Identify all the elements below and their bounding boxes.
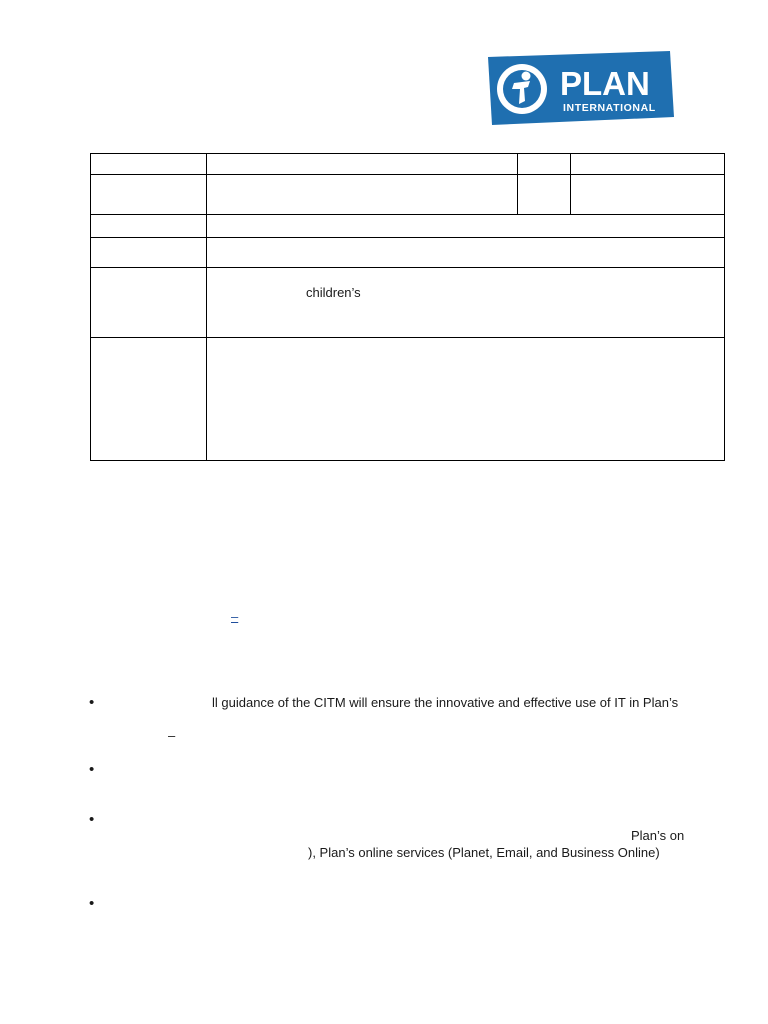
hyperlink-fragment[interactable]: – <box>231 609 239 624</box>
table-cell <box>91 154 207 175</box>
job-info-table <box>90 153 725 461</box>
table-row <box>91 268 725 338</box>
table-cell <box>571 175 725 215</box>
table-row <box>91 154 725 175</box>
table-cell <box>91 238 207 268</box>
table-row <box>91 238 725 268</box>
svg-text:PLAN: PLAN <box>560 65 650 102</box>
logo-graphic <box>484 49 676 127</box>
table-cell <box>571 154 725 175</box>
bullet-1-text: ll guidance of the CITM will ensure the innovative and effective use of IT in Plan’s <box>212 695 679 710</box>
svg-text:INTERNATIONAL: INTERNATIONAL <box>563 102 656 114</box>
table-cell <box>518 154 571 175</box>
table-cell <box>91 175 207 215</box>
bullet-marker: • <box>89 761 95 778</box>
table-cell <box>91 215 207 238</box>
bullet-marker: • <box>89 694 95 711</box>
table-row <box>91 338 725 461</box>
bullet-3-line-2: ), Plan’s online services (Planet, Email, and Business Online) <box>308 845 660 860</box>
bullet-1-dash: – <box>168 728 176 743</box>
table-cell <box>91 268 207 338</box>
table-cell-text: children’s <box>306 285 361 300</box>
bullet-marker: • <box>89 895 95 912</box>
bullet-3-line-1: Plan’s on <box>631 828 685 843</box>
table-cell <box>207 175 518 215</box>
table-cell <box>518 175 571 215</box>
table-row <box>91 175 725 215</box>
table-cell <box>91 338 207 461</box>
table-cell <box>207 238 725 268</box>
table-cell <box>207 154 518 175</box>
table-cell <box>207 215 725 238</box>
plan-international-logo <box>484 49 676 127</box>
table-cell <box>207 268 725 338</box>
bullet-marker: • <box>89 811 95 828</box>
table-row <box>91 215 725 238</box>
table-cell <box>207 338 725 461</box>
